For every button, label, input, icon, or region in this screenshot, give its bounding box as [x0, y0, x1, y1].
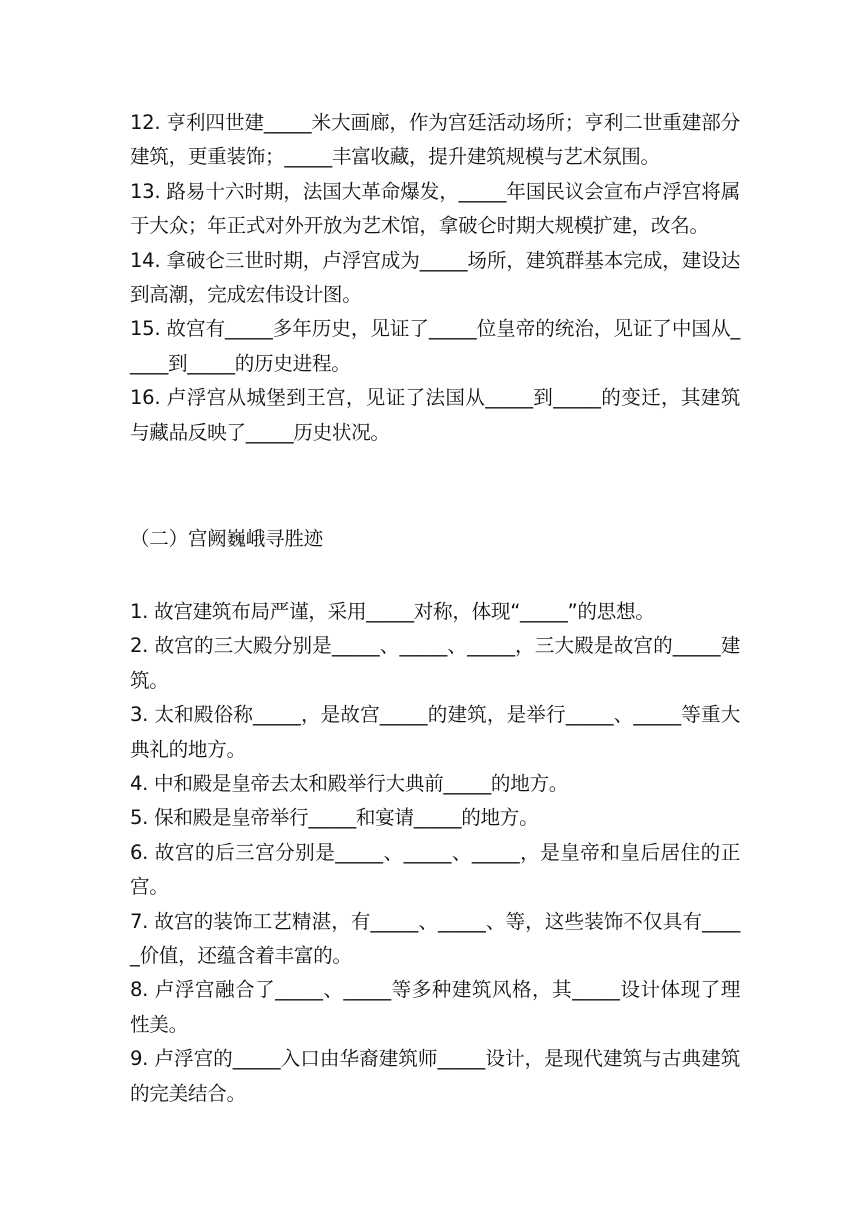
- question-9: 9. 卢浮宫的_____入口由华裔建筑师_____设计，是现代建筑与古典建筑的完美结合。: [130, 1047, 740, 1105]
- question-4: 4. 中和殿是皇帝去太和殿举行大典前_____的地方。: [130, 772, 569, 796]
- question-16: 16. 卢浮宫从城堡到王宫，见证了法国从_____到_____的变迁，其建筑与藏品反映了_____历史状况。: [130, 386, 740, 444]
- question-12: 12. 亨利四世建_____米大画廊，作为宫廷活动场所；亨利二世重建部分建筑，更重装饰；_____丰富收藏，提升建筑规模与艺术氛围。: [130, 111, 740, 169]
- question-13: 13. 路易十六时期，法国大革命爆发，_____年国民议会宣布卢浮宫将属于大众；年正式对外开放为艺术馆，拿破仑时期大规模扩建，改名。: [130, 179, 740, 238]
- question-14: 14. 拿破仑三世时期，卢浮宫成为_____场所，建筑群基本完成，建设达到高潮，完成宏伟设计图。: [130, 248, 740, 307]
- question-15: 15. 故宫有_____多年历史，见证了_____位皇帝的统治，见证了中国从_____到_____的历史进程。: [130, 317, 740, 375]
- question-list-part-2: [130, 595, 740, 1111]
- section-heading: （二）宫阙巍峨寻胜迹: [130, 527, 323, 550]
- question-7: 7. 故宫的装饰工艺精湛，有_____、_____、等，这些装饰不仅具有_____价值，还蕴含着丰富的。: [130, 909, 740, 968]
- question-5: 5. 保和殿是皇帝举行_____和宴请_____的地方。: [130, 806, 539, 830]
- question-list-part-1: [130, 106, 740, 450]
- question-3: 3. 太和殿俗称_____，是故宫_____的建筑，是举行_____、_____等重大典礼的地方。: [130, 703, 740, 761]
- section-heading-block: [130, 522, 740, 556]
- question-6: 6. 故宫的后三宫分别是_____、_____、_____，是皇帝和皇后居住的正宫。: [130, 840, 740, 899]
- question-8: 8. 卢浮宫融合了_____、_____等多种建筑风格，其_____设计体现了理性美。: [130, 978, 740, 1036]
- question-1: 1. 故宫建筑布局严谨，采用_____对称，体现“_____”的思想。: [130, 600, 655, 623]
- question-2: 2. 故宫的三大殿分别是_____、_____、_____，三大殿是故宫的_____建筑。: [130, 634, 740, 692]
